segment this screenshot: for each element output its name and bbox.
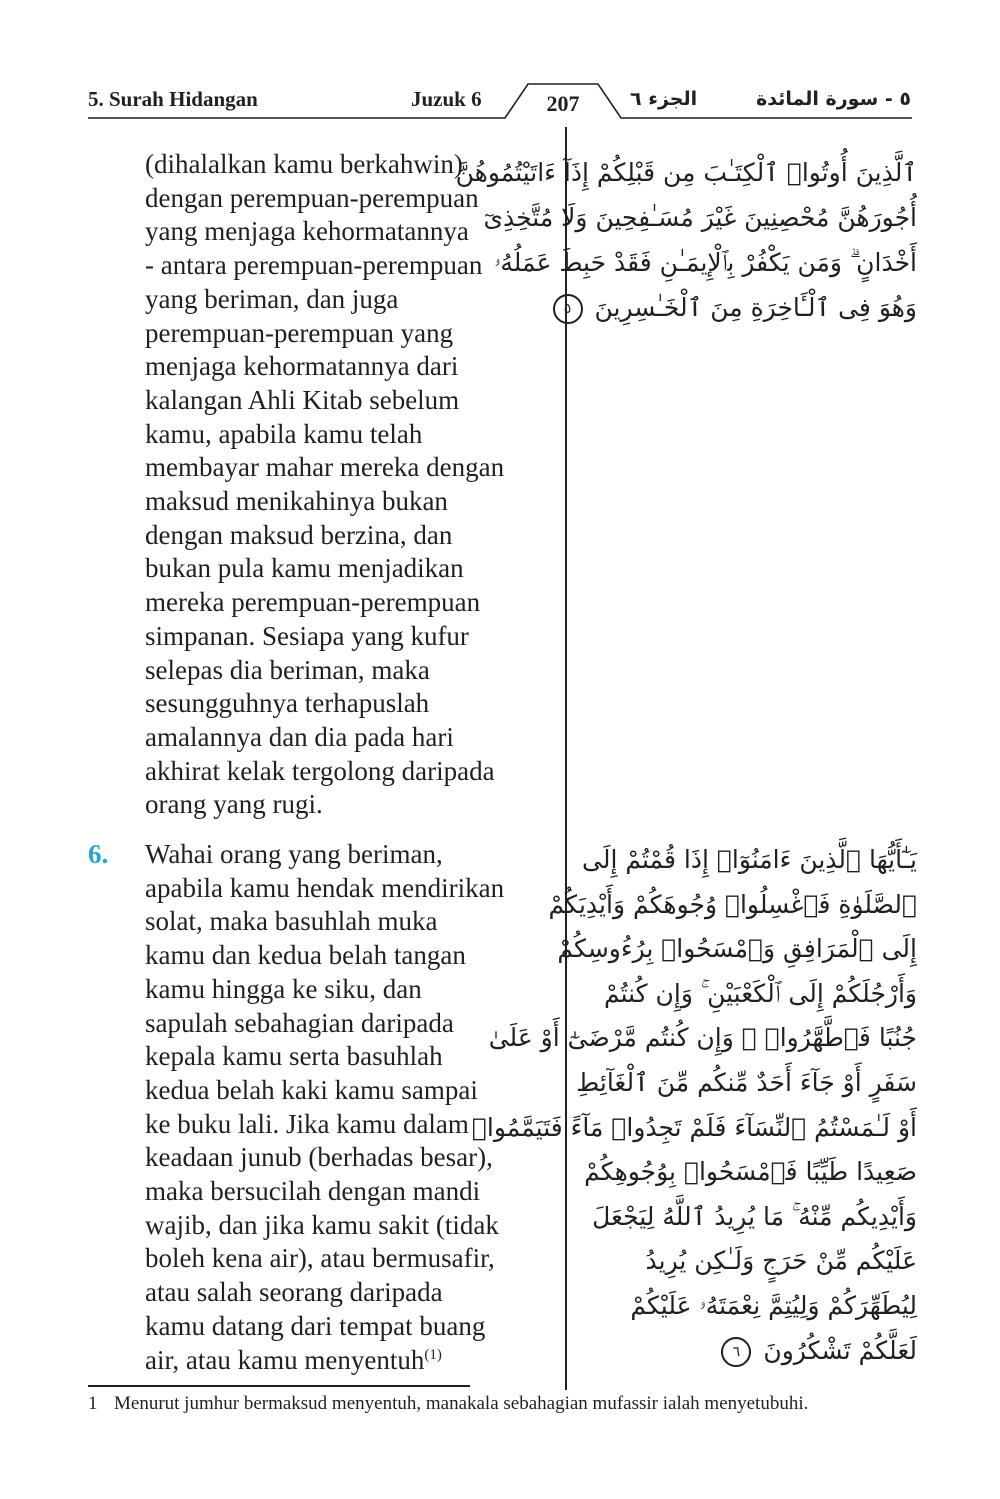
translation-line: dengan perempuan-perempuan <box>145 182 479 213</box>
translation-line: membayar mahar mereka dengan <box>145 452 505 483</box>
translation-line: sapulah sebahagian daripada <box>145 1007 454 1038</box>
ayah-end-marker: ٦ <box>721 1337 751 1367</box>
translation-line: yang menjaga kehormatannya <box>145 216 469 247</box>
arabic-line: لَعَلَّكُمْ تَشْكُرُونَ <box>763 1335 917 1365</box>
arabic-line: أَخْدَانٍ ۗ وَمَن يَكْفُرْ بِٱلْإِيمَـٰنِ فَقَدْ حَبِطَ عَمَلُهُۥ <box>494 248 917 277</box>
translation-line: mereka perempuan-perempuan <box>145 587 481 618</box>
footnote-number: 1 <box>88 1393 98 1414</box>
arabic-line: ٱلصَّلَوٰةِ فَٱغْسِلُوا۟ وُجُوهَكُمْ وَأَيْدِيَكُمْ <box>548 889 917 919</box>
translation-line: kamu dan kedua belah tangan <box>145 940 466 971</box>
surah-title-latin: 5. Surah Hidangan <box>88 87 258 111</box>
arabic-line: يَـٰٓأَيُّهَا ٱلَّذِينَ ءَامَنُوٓا۟ إِذَا قُمْتُمْ إِلَى <box>582 845 917 874</box>
translation-line: atau salah seorang daripada <box>145 1277 443 1308</box>
translation-line: wajib, dan jika kamu sakit (tidak <box>145 1209 499 1240</box>
footnote-rule <box>88 1385 470 1387</box>
translation-line: kalangan Ahli Kitab sebelum <box>145 384 460 415</box>
translation-line: amalannya dan dia pada hari <box>145 721 454 752</box>
verse-5-arabic <box>455 150 917 330</box>
translation-line: apabila kamu hendak mendirikan <box>145 872 505 903</box>
footnote <box>88 1392 808 1416</box>
translation-line: bukan pula kamu menjadikan <box>145 553 464 584</box>
translation-line: kedua belah kaki kamu sampai <box>145 1074 478 1105</box>
arabic-line: ٱلَّذِينَ أُوتُوا۟ ٱلْكِتَـٰبَ مِن قَبْلِكُمْ إِذَآ ءَاتَيْتُمُوهُنَّ <box>455 158 917 187</box>
translation-line: dengan maksud berzina, dan <box>145 519 453 550</box>
translation-line: yang beriman, dan juga <box>145 283 399 314</box>
juz-label-arabic: الجزء ٦ <box>630 88 698 110</box>
translation-line: boleh kena air), atau bermusafir, <box>145 1243 495 1274</box>
arabic-line: سَفَرٍ أَوْ جَآءَ أَحَدٌ مِّنكُم مِّنَ ٱلْغَآئِطِ <box>576 1067 917 1097</box>
arabic-line: وَأَيْدِيكُم مِّنْهُ ۚ مَا يُرِيدُ ٱللَّهُ لِيَجْعَلَ <box>592 1201 917 1231</box>
arabic-line: لِيُطَهِّرَكُمْ وَلِيُتِمَّ نِعْمَتَهُۥ عَلَيْكُمْ <box>630 1290 917 1320</box>
translation-line: ke buku lali. Jika kamu dalam <box>145 1108 469 1139</box>
translation-line: keadaan junub (berhadas besar), <box>145 1142 493 1173</box>
translation-line: akhirat kelak tergolong daripada <box>145 755 495 786</box>
arabic-line: وَأَرْجُلَكُمْ إِلَى ٱلْكَعْبَيْنِ ۚ وَإِن كُنتُمْ <box>603 978 917 1008</box>
translation-line: kepala kamu serta basuhlah <box>145 1041 443 1072</box>
surah-title-arabic: ٥ - سورة المائدة <box>756 88 911 110</box>
arabic-line: إِلَى ٱلْمَرَافِقِ وَٱمْسَحُوا۟ بِرُءُوسِكُمْ <box>557 934 917 964</box>
footnote-reference: (1) <box>424 1346 442 1363</box>
translation-line: solat, maka basuhlah muka <box>145 906 438 937</box>
arabic-line: أُجُورَهُنَّ مُحْصِنِينَ غَيْرَ مُسَـٰفِحِينَ وَلَا مُتَّخِذِىٓ <box>483 203 917 232</box>
translation-line: (dihalalkan kamu berkahwin) <box>145 149 463 179</box>
translation-line: Wahai orang yang beriman, <box>145 839 443 869</box>
translation-line: air, atau kamu menyentuh <box>145 1344 425 1375</box>
translation-line: kamu hingga ke siku, dan <box>145 973 422 1004</box>
translation-line: maksud menikahinya bukan <box>145 486 448 517</box>
translation-line: - antara perempuan-perempuan <box>145 250 483 281</box>
arabic-line: عَلَيْكُم مِّنْ حَرَجٍ وَلَـٰكِن يُرِيدُ <box>645 1246 917 1276</box>
translation-line: kamu datang dari tempat buang <box>145 1310 486 1341</box>
juz-label-latin: Juzuk 6 <box>411 87 482 111</box>
verse-6-arabic <box>471 838 917 1373</box>
arabic-line: صَعِيدًا طَيِّبًا فَٱمْسَحُوا۟ بِوُجُوهِكُمْ <box>584 1157 917 1187</box>
arabic-line: وَهُوَ فِى ٱلْـَٔاخِرَةِ مِنَ ٱلْخَـٰسِرِينَ <box>594 293 917 322</box>
arabic-line: جُنُبًا فَٱطَّهَّرُوا۟ ۚ وَإِن كُنتُم مَّرْضَىٰٓ أَوْ عَلَىٰ <box>488 1023 917 1053</box>
ayah-end-marker: ٥ <box>553 294 583 324</box>
translation-line: selepas dia beriman, maka <box>145 654 430 685</box>
verse-number: 6. <box>88 839 109 869</box>
translation-line: maka bersucilah dengan mandi <box>145 1176 481 1207</box>
translation-line: simpanan. Sesiapa yang kufur <box>145 620 469 651</box>
translation-line: orang yang rugi. <box>145 789 323 820</box>
translation-line: menjaga kehormatannya dari <box>145 351 459 382</box>
translation-line: kamu, apabila kamu telah <box>145 418 423 449</box>
translation-line: perempuan-perempuan yang <box>145 317 454 348</box>
arabic-line: أَوْ لَـٰمَسْتُمُ ٱلنِّسَآءَ فَلَمْ تَجِدُوا۟ مَآءً فَتَيَمَّمُوا۟ <box>471 1112 917 1142</box>
translation-line: sesungguhnya terhapuslah <box>145 688 430 719</box>
page-number: 207 <box>546 91 580 116</box>
footnote-text: Menurut jumhur bermaksud menyentuh, manakala sebahagian mufassir ialah menyetubuhi. <box>114 1393 809 1414</box>
